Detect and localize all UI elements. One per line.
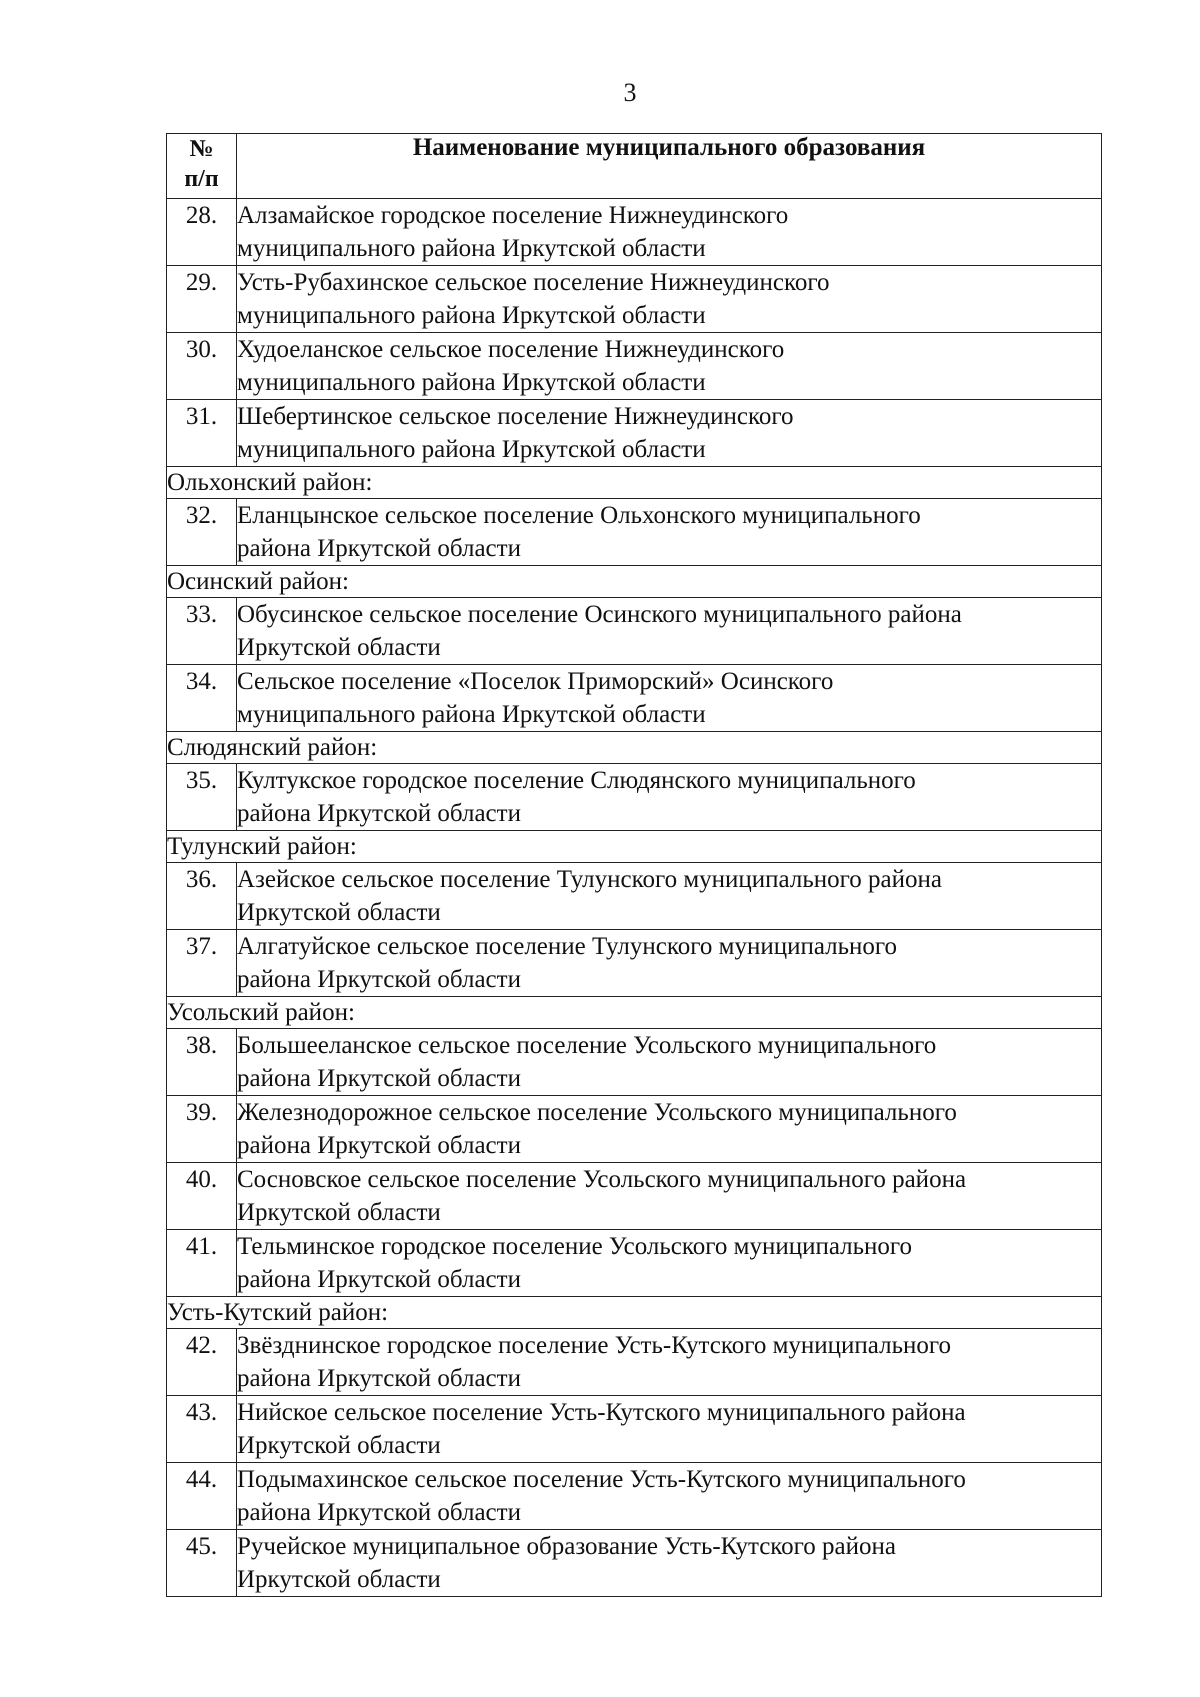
- name-line-2: Иркутской области: [237, 1566, 441, 1593]
- name-line-2: муниципального района Иркутской области: [237, 302, 706, 329]
- district-label: Тулунский район:: [167, 831, 1102, 863]
- district-label: Усть-Кутский район:: [167, 1297, 1102, 1329]
- ordinal-abbrev: п/п: [184, 166, 219, 192]
- district-label: Осинский район:: [167, 566, 1102, 598]
- district-label: Слюдянский район:: [167, 732, 1102, 764]
- district-row: [167, 1297, 1102, 1329]
- municipality-name: [237, 863, 1102, 930]
- municipality-name: [237, 199, 1102, 266]
- table-row: [167, 863, 1102, 930]
- municipality-name: [237, 1463, 1102, 1530]
- municipality-name: [237, 598, 1102, 665]
- name-line-2: района Иркутской области: [237, 1365, 521, 1392]
- name-line-1: Звёзднинское городское поселение Усть-Кутского муниципального: [237, 1332, 952, 1359]
- row-number: 42.: [167, 1329, 237, 1396]
- row-number: 31.: [167, 400, 237, 467]
- name-line-2: района Иркутской области: [237, 966, 521, 993]
- number-sign: №: [189, 136, 214, 162]
- district-label: Ольхонский район:: [167, 467, 1102, 499]
- district-row: [167, 732, 1102, 764]
- district-label: Усольский район:: [167, 997, 1102, 1029]
- name-line-1: Култукское городское поселение Слюдянского муниципального: [237, 767, 916, 794]
- row-number: 37.: [167, 930, 237, 997]
- district-row: [167, 831, 1102, 863]
- row-number: 38.: [167, 1029, 237, 1096]
- table-row: [167, 665, 1102, 732]
- row-number: 43.: [167, 1396, 237, 1463]
- table-row: [167, 1530, 1102, 1597]
- name-line-1: Азейское сельское поселение Тулунского муниципального района: [237, 866, 942, 893]
- municipality-name: [237, 266, 1102, 333]
- name-line-1: Усть-Рубахинское сельское поселение Нижнеудинского: [237, 269, 830, 296]
- table-body: [167, 199, 1102, 1597]
- row-number: 39.: [167, 1096, 237, 1163]
- row-number: 45.: [167, 1530, 237, 1597]
- municipality-name: [237, 499, 1102, 566]
- name-line-2: района Иркутской области: [237, 800, 521, 827]
- name-line-1: Еланцынское сельское поселение Ольхонского муниципального: [237, 502, 921, 529]
- district-row: [167, 467, 1102, 499]
- table-row: [167, 1096, 1102, 1163]
- name-line-1: Шебертинское сельское поселение Нижнеудинского: [237, 403, 794, 430]
- municipality-name: [237, 1163, 1102, 1230]
- name-line-2: района Иркутской области: [237, 1266, 521, 1293]
- table-row: [167, 400, 1102, 467]
- name-column-header: Наименование муниципального образования: [237, 134, 1102, 199]
- row-number: 41.: [167, 1230, 237, 1297]
- district-row: [167, 566, 1102, 598]
- name-line-2: Иркутской области: [237, 1199, 441, 1226]
- table-row: [167, 598, 1102, 665]
- name-line-1: Железнодорожное сельское поселение Усольского муниципального: [237, 1099, 957, 1126]
- municipality-name: [237, 400, 1102, 467]
- table-header: [167, 134, 1102, 199]
- name-line-2: района Иркутской области: [237, 1132, 521, 1159]
- row-number: 30.: [167, 333, 237, 400]
- municipality-name: [237, 1530, 1102, 1597]
- table-row: [167, 333, 1102, 400]
- municipality-name: [237, 665, 1102, 732]
- municipality-name: [237, 930, 1102, 997]
- row-number: 34.: [167, 665, 237, 732]
- table-row: [167, 1163, 1102, 1230]
- header-row: [167, 134, 1102, 199]
- name-line-1: Сосновское сельское поселение Усольского муниципального района: [237, 1166, 967, 1193]
- name-line-1: Алгатуйское сельское поселение Тулунского муниципального: [237, 933, 898, 960]
- municipality-table: [166, 133, 1102, 1597]
- table-row: [167, 1463, 1102, 1530]
- table-row: [167, 199, 1102, 266]
- row-number: 29.: [167, 266, 237, 333]
- page-number: 3: [623, 78, 637, 107]
- table-row: [167, 499, 1102, 566]
- municipality-name: [237, 1230, 1102, 1297]
- name-line-1: Нийское сельское поселение Усть-Кутского муниципального района: [237, 1399, 966, 1426]
- name-line-1: Тельминское городское поселение Усольского муниципального: [237, 1233, 913, 1260]
- municipality-name: [237, 1329, 1102, 1396]
- name-line-2: муниципального района Иркутской области: [237, 235, 706, 262]
- table-row: [167, 930, 1102, 997]
- row-number: 28.: [167, 199, 237, 266]
- row-number: 40.: [167, 1163, 237, 1230]
- municipality-name: [237, 333, 1102, 400]
- name-line-2: района Иркутской области: [237, 535, 521, 562]
- name-line-2: Иркутской области: [237, 1432, 441, 1459]
- name-line-1: Подымахинское сельское поселение Усть-Кутского муниципального: [237, 1466, 966, 1493]
- table-row: [167, 1396, 1102, 1463]
- row-number: 32.: [167, 499, 237, 566]
- name-line-1: Ручейское муниципальное образование Усть-Кутского района: [237, 1533, 897, 1560]
- name-line-1: Алзамайское городское поселение Нижнеудинского: [237, 202, 789, 229]
- name-line-2: муниципального района Иркутской области: [237, 701, 706, 728]
- name-line-2: Иркутской области: [237, 634, 441, 661]
- name-line-1: Сельское поселение «Поселок Приморский» Осинского: [237, 668, 834, 695]
- table-row: [167, 764, 1102, 831]
- name-line-2: района Иркутской области: [237, 1065, 521, 1092]
- name-line-2: Иркутской области: [237, 899, 441, 926]
- table-row: [167, 1230, 1102, 1297]
- name-line-1: Большееланское сельское поселение Усольского муниципального: [237, 1032, 937, 1059]
- municipality-name: [237, 1029, 1102, 1096]
- name-line-2: муниципального района Иркутской области: [237, 369, 706, 396]
- municipality-name: [237, 1096, 1102, 1163]
- municipality-name: [237, 764, 1102, 831]
- name-line-2: муниципального района Иркутской области: [237, 436, 706, 463]
- row-number: 44.: [167, 1463, 237, 1530]
- municipality-name: [237, 1396, 1102, 1463]
- row-number: 35.: [167, 764, 237, 831]
- number-column-header: [167, 134, 237, 199]
- row-number: 33.: [167, 598, 237, 665]
- table-row: [167, 1329, 1102, 1396]
- name-line-1: Обусинское сельское поселение Осинского муниципального района: [237, 601, 962, 628]
- row-number: 36.: [167, 863, 237, 930]
- table-row: [167, 1029, 1102, 1096]
- name-line-2: района Иркутской области: [237, 1499, 521, 1526]
- table-row: [167, 266, 1102, 333]
- name-line-1: Худоеланское сельское поселение Нижнеудинского: [237, 336, 785, 363]
- district-row: [167, 997, 1102, 1029]
